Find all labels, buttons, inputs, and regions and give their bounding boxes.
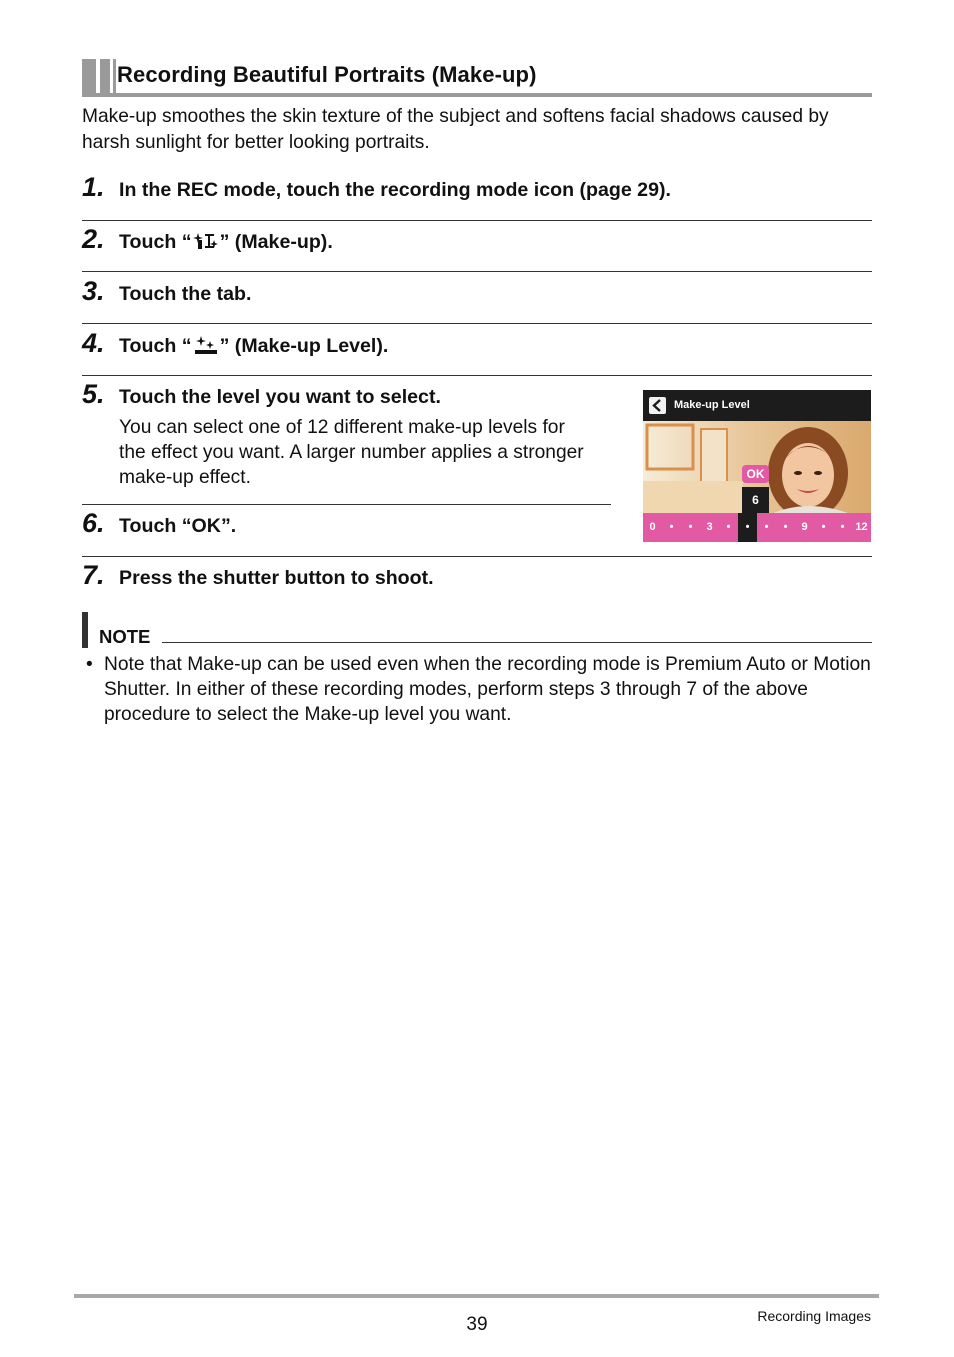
step-text: Touch “OK”. — [119, 515, 237, 537]
step-text: Touch “ ” (Make-up Level). — [119, 335, 389, 357]
step-number: 5. — [82, 379, 105, 409]
step-number: 7. — [82, 560, 105, 590]
heading-marker — [113, 59, 116, 95]
step-description: You can select one of 12 different make-up levels for the effect you want. A larger number applies a stronger make-up effect. — [119, 417, 584, 488]
make-up-level-icon — [192, 335, 220, 355]
step-text: Press the shutter button to shoot. — [119, 567, 434, 589]
level-option[interactable]: 0 — [649, 521, 656, 533]
level-option[interactable]: 3 — [706, 521, 713, 533]
level-option[interactable]: 9 — [801, 521, 808, 533]
step-number: 6. — [82, 508, 105, 538]
footer-section-label: Recording Images — [757, 1308, 871, 1324]
note-label: NOTE — [99, 626, 151, 647]
step-number: 4. — [82, 328, 105, 358]
note-text: Note that Make-up can be used even when the recording mode is Premium Auto or Motion Shutter. In either of these recording modes, perform steps 3 through 7 of the above procedure to select the Make-up level you want. — [104, 654, 871, 725]
step-text: Touch “ ” (Make-up). — [119, 231, 333, 253]
step-divider — [82, 556, 872, 557]
ok-button[interactable]: OK — [742, 465, 769, 483]
make-up-icon — [192, 231, 220, 251]
step-text: Touch the tab. — [119, 283, 252, 305]
level-selector[interactable] — [643, 513, 871, 542]
level-option[interactable]: • — [840, 521, 845, 533]
back-button[interactable] — [649, 397, 666, 414]
make-up-level-screen — [643, 390, 871, 542]
current-level-value: 6 — [742, 487, 769, 513]
level-option[interactable]: • — [688, 521, 693, 533]
note-bullet: • — [86, 654, 93, 675]
level-option[interactable]: • — [738, 513, 757, 542]
footer-rule — [74, 1294, 879, 1298]
step-divider — [82, 504, 611, 505]
heading-marker — [100, 59, 110, 95]
heading-underline — [82, 93, 872, 97]
step-divider — [82, 220, 872, 221]
step-number: 3. — [82, 276, 105, 306]
level-option[interactable]: • — [764, 521, 769, 533]
level-option[interactable]: • — [821, 521, 826, 533]
page-number: 39 — [466, 1314, 488, 1335]
screen-title: Make-up Level — [674, 399, 750, 411]
chevron-left-icon — [649, 397, 666, 414]
intro-paragraph: Make-up smoothes the skin texture of the subject and softens facial shadows caused by harsh sunlight for better looking portraits. — [82, 106, 829, 153]
heading-marker — [82, 59, 96, 95]
section-heading — [82, 59, 872, 97]
level-option[interactable]: • — [783, 521, 788, 533]
level-option[interactable]: • — [726, 521, 731, 533]
step-number: 1. — [82, 172, 105, 202]
note-rule — [162, 642, 872, 643]
level-option[interactable]: 12 — [855, 521, 868, 533]
step-divider — [82, 271, 872, 272]
section-title: Recording Beautiful Portraits (Make-up) — [117, 62, 537, 87]
step-text: In the REC mode, touch the recording mode icon (page 29). — [119, 179, 671, 201]
level-option[interactable]: • — [669, 521, 674, 533]
step-text: Touch the level you want to select. — [119, 386, 441, 408]
note-marker — [82, 612, 88, 648]
step-number: 2. — [82, 224, 105, 254]
step-divider — [82, 323, 872, 324]
step-divider — [82, 375, 872, 376]
